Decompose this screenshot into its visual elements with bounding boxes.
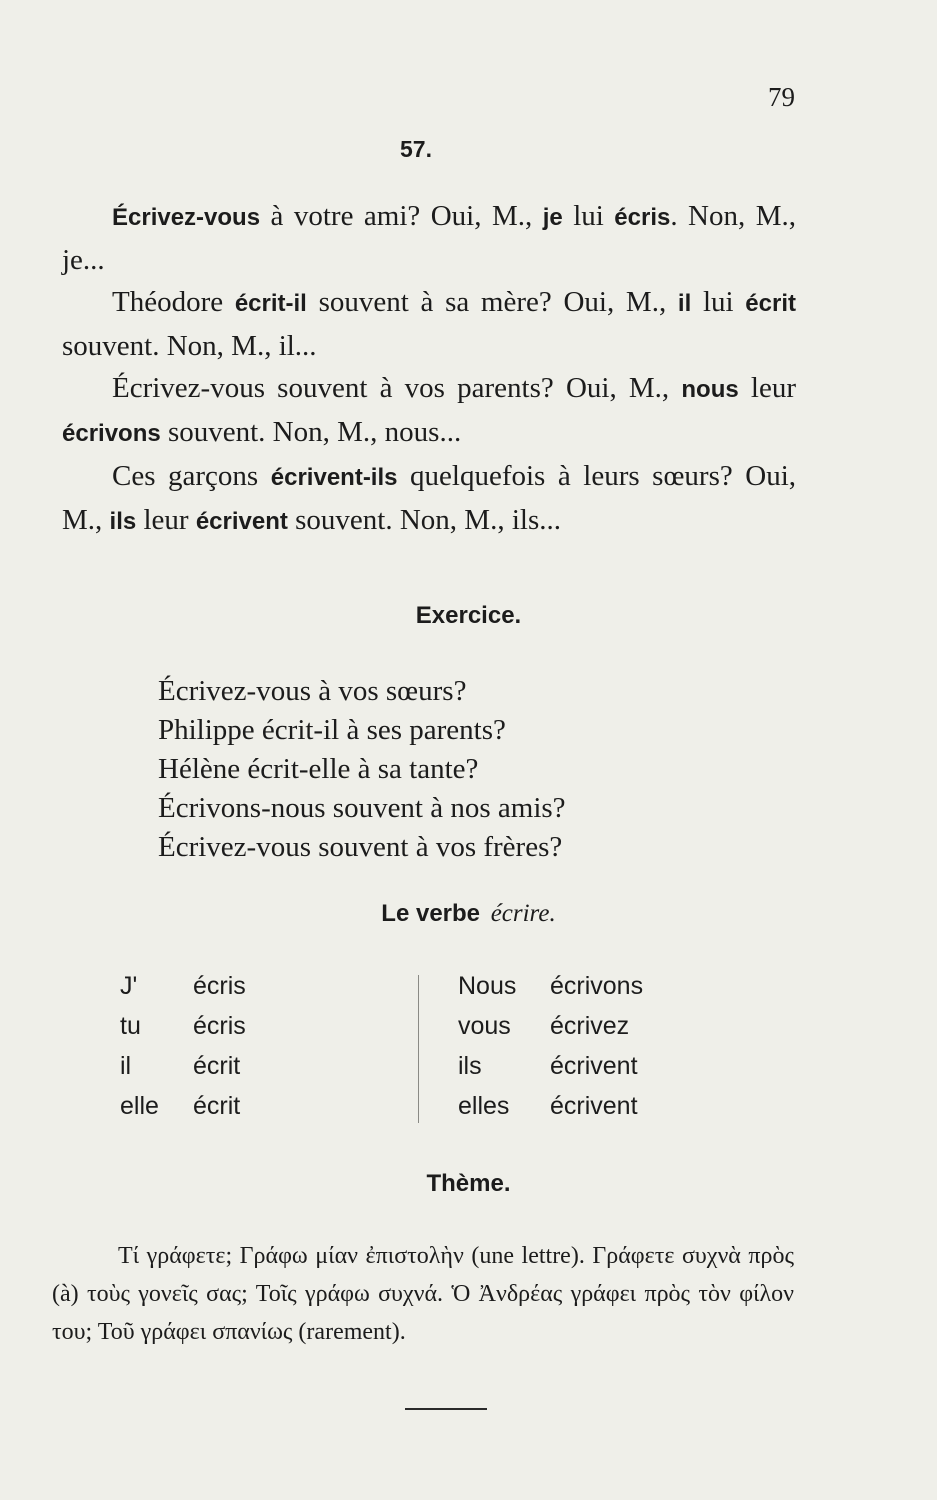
conjugation-row bbox=[120, 966, 246, 1006]
conjugation-row bbox=[458, 1006, 643, 1046]
verb-form: écrivent bbox=[550, 1092, 638, 1120]
theme-text: Τί γράφετε; Γράφω μίαν ἐπιστολὴν (une lettre). Γράφετε συχνὰ πρὸς (à) τοὺς γονεῖς σας; Τοῖς γράφω συχνά. Ὁ Ἀνδρέας γράφει πρὸς τὸν φίλον του; Τοῦ γράφει σπανίως (rarement). bbox=[52, 1243, 794, 1345]
bold-verb-text: écrivons bbox=[62, 420, 161, 447]
bold-verb-text: ils bbox=[109, 508, 137, 535]
theme-heading: Thème. bbox=[426, 1170, 511, 1197]
bold-verb-text: nous bbox=[681, 376, 739, 403]
dialogue-text: Écrivez-vous souvent à vos parents? Oui, M., bbox=[112, 372, 682, 404]
pronoun: il bbox=[120, 1052, 132, 1080]
verb-form: écrit bbox=[193, 1092, 241, 1120]
pronoun: elles bbox=[458, 1092, 510, 1120]
conjugation-plural bbox=[458, 966, 643, 1126]
bold-verb-text: Écrivez-vous bbox=[112, 204, 261, 231]
pronoun: tu bbox=[120, 1012, 141, 1040]
dialogue-text: Théodore bbox=[112, 286, 235, 318]
exercise-heading: Exercice. bbox=[415, 602, 522, 629]
verb-form: écris bbox=[193, 972, 246, 1000]
dialogue-paragraph bbox=[62, 455, 796, 543]
verb-form: écrit bbox=[193, 1052, 241, 1080]
bottom-rule bbox=[405, 1408, 487, 1410]
bold-verb-text: je bbox=[542, 204, 563, 231]
conjugation-row bbox=[120, 1006, 246, 1046]
exercise-list bbox=[158, 672, 566, 867]
bold-verb-text: écrivent bbox=[195, 508, 288, 535]
conjugation-row bbox=[120, 1046, 246, 1086]
dialogue-text: souvent. Non, M., nous... bbox=[160, 416, 462, 448]
pronoun: Nous bbox=[458, 972, 517, 1000]
conjugation-row bbox=[458, 1046, 643, 1086]
dialogue-text: . Non, M., je... bbox=[62, 200, 796, 276]
pronoun: vous bbox=[458, 1012, 511, 1040]
verb-form: écrivons bbox=[550, 972, 644, 1000]
page-number: 79 bbox=[768, 82, 795, 112]
dialogue-text: souvent. Non, M., il... bbox=[62, 330, 317, 362]
dialogue-text: souvent. Non, M., ils... bbox=[287, 504, 561, 536]
pronoun: J' bbox=[120, 972, 138, 1000]
verb-heading bbox=[0, 900, 937, 928]
verb-form: écrivent bbox=[550, 1052, 638, 1080]
dialogue-text: quelquefois à leurs sœurs? Oui, M., bbox=[62, 460, 797, 536]
dialogue-paragraph bbox=[62, 281, 796, 367]
bold-verb-text: écrivent-ils bbox=[270, 464, 398, 491]
bold-verb-text: écrit-il bbox=[234, 290, 307, 317]
verb-form: écrivez bbox=[550, 1012, 630, 1040]
conjugation-row bbox=[458, 966, 643, 1006]
exercise-item: Philippe écrit-il à ses parents? bbox=[158, 714, 506, 746]
pronoun: elle bbox=[120, 1092, 159, 1120]
dialogue-text: Ces garçons bbox=[112, 460, 271, 492]
dialogue-text: souvent à sa mère? Oui, M., bbox=[306, 286, 678, 318]
verb-form: écris bbox=[193, 1012, 246, 1040]
bold-verb-text: il bbox=[677, 290, 692, 317]
exercise-item: Écrivez-vous souvent à vos frères? bbox=[158, 831, 563, 863]
bold-verb-text: écrit bbox=[745, 290, 796, 317]
bold-verb-text: écris bbox=[614, 204, 671, 231]
lesson-number: 57. bbox=[400, 136, 432, 162]
dialogue-paragraph bbox=[62, 195, 796, 281]
verb-infinitive: écrire. bbox=[490, 900, 556, 927]
exercise-item: Hélène écrit-elle à sa tante? bbox=[158, 753, 479, 785]
exercise-item: Écrivez-vous à vos sœurs? bbox=[158, 675, 467, 707]
dialogue-text: lui bbox=[562, 200, 615, 232]
exercise-item: Écrivons-nous souvent à nos amis? bbox=[158, 792, 566, 824]
pronoun: ils bbox=[458, 1052, 482, 1080]
verb-heading-label: Le verbe bbox=[381, 900, 481, 927]
dialogue-text: lui bbox=[691, 286, 746, 318]
dialogue-paragraph bbox=[62, 367, 796, 455]
conjugation-row bbox=[120, 1086, 246, 1126]
dialogue-text: leur bbox=[136, 504, 196, 536]
dialogue-section bbox=[62, 195, 796, 543]
conjugation-singular bbox=[120, 966, 246, 1126]
dialogue-text: leur bbox=[738, 372, 796, 404]
dialogue-text: à votre ami? Oui, M., bbox=[260, 200, 543, 232]
conjugation-row bbox=[458, 1086, 643, 1126]
conjugation-divider bbox=[418, 975, 419, 1123]
